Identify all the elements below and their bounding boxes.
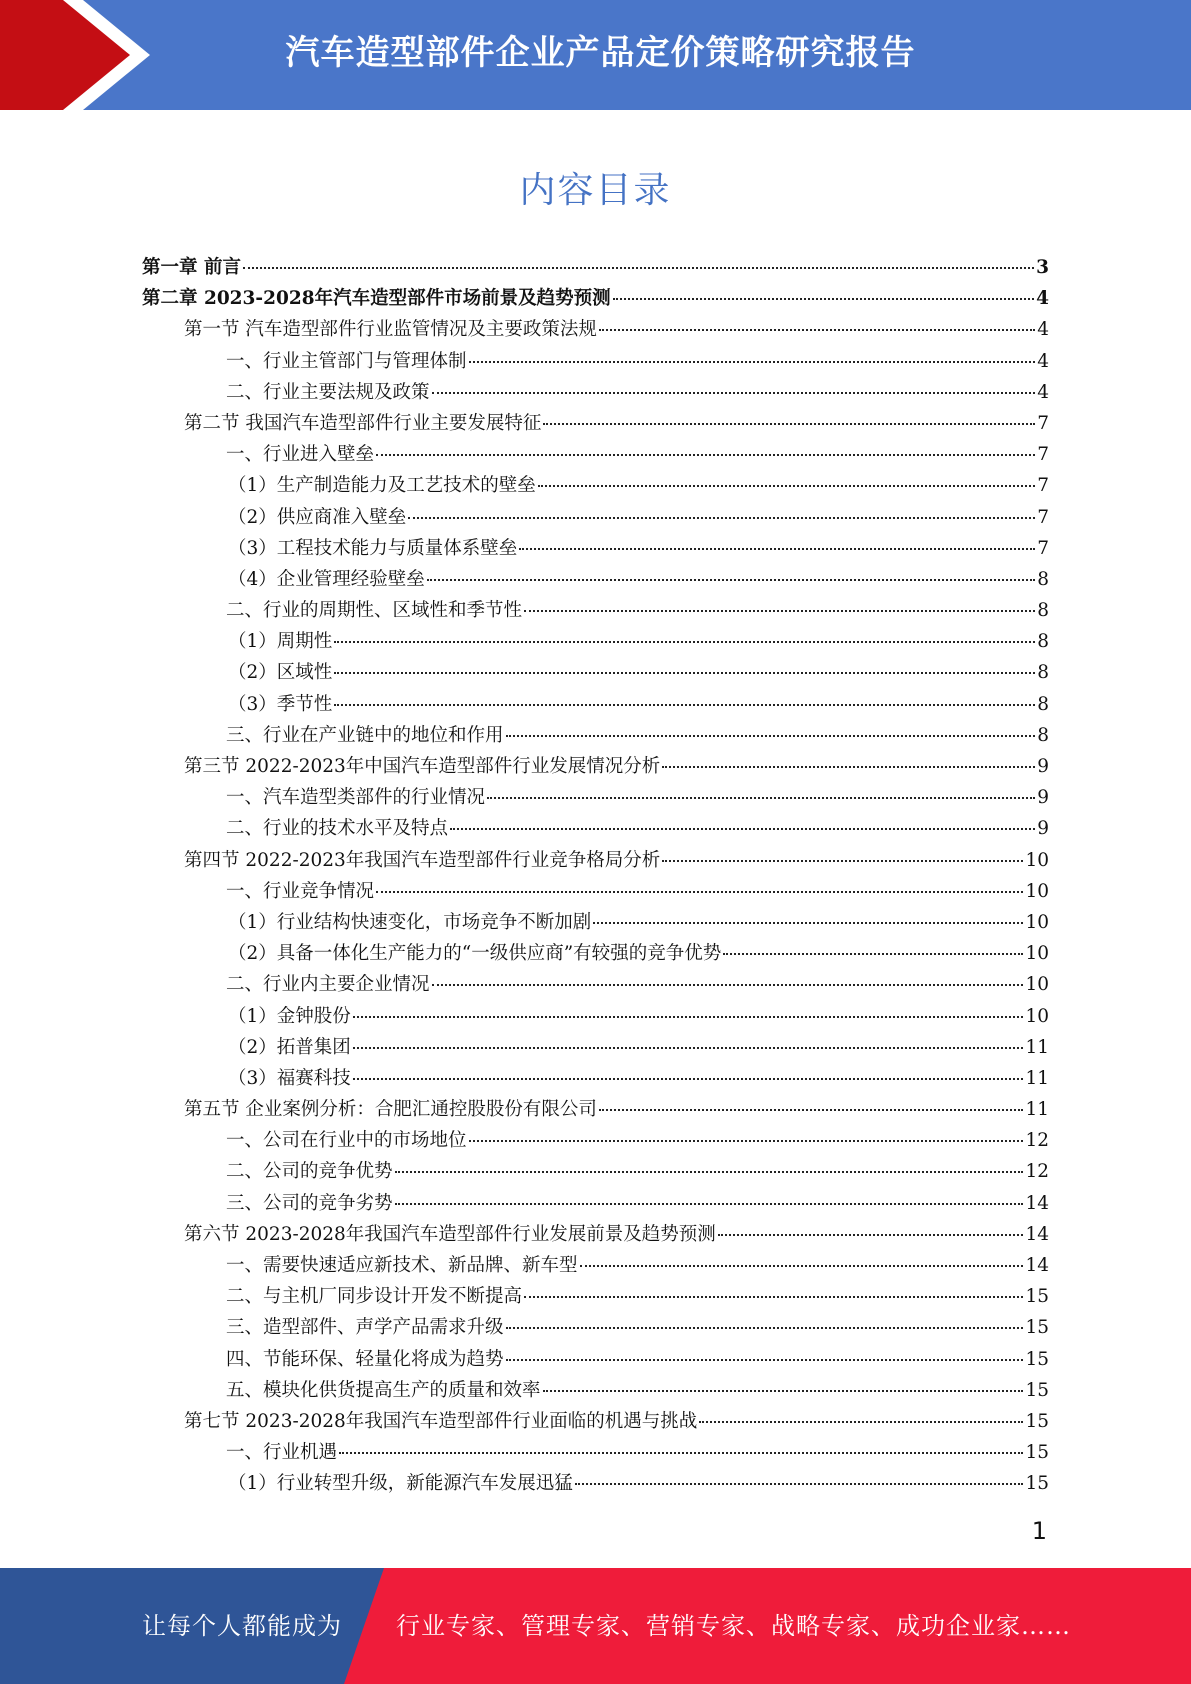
- toc-entry[interactable]: [142, 1345, 1049, 1376]
- toc-entry-page: 9: [1037, 787, 1049, 809]
- toc-leader-dots: [339, 1452, 1023, 1454]
- toc-entry[interactable]: [142, 1126, 1049, 1157]
- toc-entry-page: 11: [1025, 1099, 1049, 1121]
- toc-entry-text: 第四节 2022-2023年我国汽车造型部件行业竞争格局分析: [184, 849, 661, 871]
- page-number: 1: [1031, 1517, 1047, 1545]
- toc-leader-dots: [408, 517, 1035, 519]
- toc-entry-page: 14: [1025, 1223, 1049, 1245]
- toc-entry-page: 8: [1037, 631, 1049, 653]
- toc-entry-text: （1）行业结构快速变化，市场竞争不断加剧: [228, 911, 592, 933]
- toc-entry-page: 8: [1037, 568, 1049, 590]
- toc-leader-dots: [427, 579, 1035, 581]
- toc-entry[interactable]: [142, 783, 1049, 814]
- toc-entry-text: 第二章 2023-2028年汽车造型部件市场前景及趋势预测: [142, 288, 611, 310]
- toc-entry[interactable]: [142, 1220, 1049, 1251]
- toc-entry-text: 三、公司的竞争劣势: [226, 1192, 393, 1214]
- toc-entry[interactable]: [142, 1157, 1049, 1188]
- toc-entry-text: 一、汽车造型类部件的行业情况: [226, 787, 486, 809]
- toc-leader-dots: [376, 891, 1023, 893]
- toc-entry-page: 9: [1037, 756, 1049, 777]
- toc-leader-dots: [334, 672, 1035, 674]
- toc-entry[interactable]: [142, 534, 1049, 565]
- toc-entry[interactable]: [142, 627, 1049, 658]
- toc-leader-dots: [243, 267, 1034, 269]
- toc-entry[interactable]: [142, 1064, 1049, 1095]
- toc-entry-text: （2）拓普集团: [228, 1036, 351, 1058]
- toc-leader-dots: [593, 922, 1023, 924]
- toc-entry[interactable]: [142, 315, 1049, 346]
- toc-leader-dots: [506, 1327, 1024, 1329]
- toc-title: 内容目录: [519, 170, 672, 211]
- toc-entry[interactable]: [142, 721, 1049, 752]
- toc-entry-text: 第六节 2023-2028年我国汽车造型部件行业发展前景及趋势预测: [184, 1223, 716, 1245]
- toc-leader-dots: [395, 1171, 1024, 1173]
- toc-leader-dots: [599, 329, 1035, 331]
- toc-entry-text: 五、模块化供货提高生产的质量和效率: [226, 1379, 541, 1401]
- toc-entry-text: （1）金钟股份: [228, 1005, 351, 1027]
- toc-entry-text: 第七节 2023-2028年我国汽车造型部件行业面临的机遇与挑战: [184, 1410, 698, 1432]
- toc-leader-dots: [575, 1483, 1024, 1485]
- toc-leader-dots: [506, 735, 1036, 737]
- toc-entry[interactable]: [142, 253, 1049, 284]
- toc-entry-text: 一、行业竞争情况: [226, 880, 375, 902]
- toc-leader-dots: [718, 1234, 1024, 1236]
- toc-entry-page: 12: [1025, 1161, 1049, 1183]
- toc-entry[interactable]: [142, 284, 1049, 315]
- toc-entry-page: 7: [1037, 475, 1049, 497]
- toc-leader-dots: [353, 1078, 1024, 1080]
- toc-entry-page: 8: [1037, 662, 1049, 684]
- toc-entry-text: （1）周期性: [228, 631, 333, 653]
- toc-entry-text: （1）生产制造能力及工艺技术的壁垒: [228, 475, 536, 497]
- toc-leader-dots: [487, 797, 1035, 799]
- toc-leader-dots: [334, 704, 1035, 706]
- report-title: 汽车造型部件企业产品定价策略研究报告: [285, 33, 916, 73]
- toc-entry[interactable]: [142, 1407, 1049, 1438]
- toc-entry[interactable]: [142, 347, 1049, 378]
- toc-entry-page: 15: [1025, 1286, 1049, 1308]
- toc-leader-dots: [538, 485, 1035, 487]
- toc-entry-page: 10: [1025, 849, 1049, 871]
- footer-banner: [0, 1568, 1191, 1684]
- toc-entry-page: 15: [1025, 1379, 1049, 1401]
- toc-entry-text: 二、公司的竞争优势: [226, 1161, 393, 1183]
- toc-leader-dots: [353, 1047, 1024, 1049]
- toc-entry-page: 15: [1025, 1473, 1049, 1495]
- toc-entry[interactable]: [142, 378, 1049, 409]
- header-banner: [0, 0, 1191, 110]
- toc-leader-dots: [432, 984, 1024, 986]
- toc-leader-dots: [662, 766, 1035, 768]
- toc-leader-dots: [723, 953, 1023, 955]
- toc-entry-text: 三、造型部件、声学产品需求升级: [226, 1317, 504, 1339]
- toc-entry[interactable]: [142, 409, 1049, 440]
- toc-entry[interactable]: [142, 1469, 1049, 1500]
- toc-entry[interactable]: [142, 690, 1049, 721]
- toc-leader-dots: [469, 361, 1036, 363]
- toc-entry[interactable]: [142, 596, 1049, 627]
- toc-leader-dots: [662, 860, 1023, 862]
- toc-entry-page: 4: [1036, 288, 1049, 310]
- toc-leader-dots: [469, 1140, 1024, 1142]
- toc-entry-text: （2）区域性: [228, 662, 333, 684]
- toc-entry-page: 15: [1025, 1317, 1049, 1339]
- table-of-contents: [142, 253, 1049, 1501]
- toc-entry-text: 二、行业内主要企业情况: [226, 974, 430, 996]
- toc-entry-text: 一、行业主管部门与管理体制: [226, 350, 467, 372]
- toc-entry-page: 12: [1025, 1130, 1049, 1152]
- toc-entry-text: 二、行业的技术水平及特点: [226, 818, 449, 840]
- toc-entry-text: 第一章 前言: [142, 257, 241, 278]
- toc-entry-text: （4）企业管理经验壁垒: [228, 568, 425, 590]
- toc-entry-page: 7: [1037, 506, 1049, 528]
- toc-entry-text: 第五节 企业案例分析：合肥汇通控股股份有限公司: [184, 1099, 597, 1121]
- toc-leader-dots: [599, 1109, 1024, 1111]
- toc-entry-text: （2）具备一体化生产能力的“一级供应商”有较强的竞争优势: [228, 943, 722, 965]
- toc-entry-text: （3）工程技术能力与质量体系壁垒: [228, 537, 518, 559]
- toc-entry-text: 第二节 我国汽车造型部件行业主要发展特征: [184, 412, 542, 434]
- toc-entry-text: （2）供应商准入壁垒: [228, 506, 407, 528]
- toc-entry-text: 第一节 汽车造型部件行业监管情况及主要政策法规: [184, 319, 597, 341]
- toc-entry[interactable]: [142, 1189, 1049, 1220]
- toc-entry-page: 4: [1037, 319, 1049, 341]
- toc-leader-dots: [699, 1421, 1023, 1423]
- toc-leader-dots: [395, 1203, 1024, 1205]
- toc-entry-page: 9: [1037, 818, 1049, 840]
- toc-entry[interactable]: [142, 1002, 1049, 1033]
- toc-entry-page: 8: [1037, 693, 1049, 715]
- toc-entry-page: 15: [1025, 1410, 1049, 1432]
- toc-entry-text: 一、需要快速适应新技术、新品牌、新车型: [226, 1255, 578, 1276]
- toc-entry-text: 四、节能环保、轻量化将成为趋势: [226, 1348, 504, 1370]
- toc-entry-text: 二、与主机厂同步设计开发不断提高: [226, 1286, 523, 1308]
- toc-entry[interactable]: [142, 752, 1049, 783]
- toc-leader-dots: [519, 548, 1035, 550]
- toc-entry-page: 14: [1025, 1192, 1049, 1214]
- toc-leader-dots: [543, 1390, 1024, 1392]
- toc-entry-text: 一、行业进入壁垒: [226, 444, 375, 466]
- toc-leader-dots: [543, 423, 1035, 425]
- toc-entry[interactable]: [142, 1282, 1049, 1313]
- toc-entry-page: 11: [1025, 1067, 1049, 1089]
- toc-entry-page: 4: [1037, 350, 1049, 372]
- toc-entry-text: （3）季节性: [228, 693, 333, 715]
- toc-entry-page: 8: [1037, 600, 1049, 622]
- toc-leader-dots: [580, 1265, 1024, 1267]
- toc-entry-page: 7: [1037, 537, 1049, 559]
- footer-slogan-right: 行业专家、管理专家、营销专家、战略专家、成功企业家……: [396, 1612, 1071, 1640]
- toc-entry[interactable]: [142, 846, 1049, 877]
- toc-entry-text: （1）行业转型升级，新能源汽车发展迅猛: [228, 1473, 573, 1495]
- toc-entry-text: 二、行业的周期性、区域性和季节性: [226, 600, 523, 622]
- toc-entry-page: 7: [1037, 412, 1049, 434]
- toc-leader-dots: [432, 392, 1036, 394]
- toc-entry[interactable]: [142, 1095, 1049, 1126]
- toc-entry-text: 三、行业在产业链中的地位和作用: [226, 724, 504, 746]
- toc-entry[interactable]: [142, 503, 1049, 534]
- toc-entry-text: 二、行业主要法规及政策: [226, 381, 430, 403]
- footer-slogan-left: 让每个人都能成为: [142, 1612, 342, 1640]
- toc-entry-page: 10: [1025, 943, 1049, 965]
- toc-leader-dots: [506, 1359, 1024, 1361]
- toc-entry-page: 7: [1037, 444, 1049, 466]
- toc-entry[interactable]: [142, 814, 1049, 845]
- toc-entry[interactable]: [142, 939, 1049, 970]
- toc-entry-page: 10: [1025, 974, 1049, 996]
- toc-entry[interactable]: [142, 1376, 1049, 1407]
- toc-entry[interactable]: [142, 1033, 1049, 1064]
- toc-entry-page: 8: [1037, 724, 1049, 746]
- toc-entry-page: 10: [1025, 1005, 1049, 1027]
- toc-entry-page: 14: [1025, 1255, 1049, 1276]
- toc-entry-text: 一、公司在行业中的市场地位: [226, 1130, 467, 1152]
- toc-entry[interactable]: [142, 565, 1049, 596]
- toc-entry-page: 10: [1025, 880, 1049, 902]
- toc-leader-dots: [353, 1016, 1024, 1018]
- toc-entry[interactable]: [142, 471, 1049, 502]
- toc-entry[interactable]: [142, 1313, 1049, 1344]
- toc-entry[interactable]: [142, 877, 1049, 908]
- toc-entry[interactable]: [142, 970, 1049, 1001]
- toc-entry-page: 3: [1036, 257, 1049, 278]
- toc-entry[interactable]: [142, 658, 1049, 689]
- toc-leader-dots: [376, 454, 1035, 456]
- toc-entry-page: 10: [1025, 911, 1049, 933]
- toc-entry[interactable]: [142, 440, 1049, 471]
- toc-entry[interactable]: [142, 908, 1049, 939]
- toc-entry-text: 第三节 2022-2023年中国汽车造型部件行业发展情况分析: [184, 756, 661, 777]
- toc-entry-text: 一、行业机遇: [226, 1442, 338, 1464]
- toc-entry-page: 11: [1025, 1036, 1049, 1058]
- toc-leader-dots: [524, 610, 1035, 612]
- toc-leader-dots: [524, 1296, 1023, 1298]
- toc-leader-dots: [450, 828, 1035, 830]
- toc-leader-dots: [613, 298, 1035, 300]
- toc-entry-page: 4: [1037, 381, 1049, 403]
- toc-leader-dots: [334, 641, 1035, 643]
- toc-entry-page: 15: [1025, 1442, 1049, 1464]
- toc-entry-page: 15: [1025, 1348, 1049, 1370]
- toc-entry[interactable]: [142, 1251, 1049, 1282]
- toc-entry-text: （3）福赛科技: [228, 1067, 351, 1089]
- toc-entry[interactable]: [142, 1438, 1049, 1469]
